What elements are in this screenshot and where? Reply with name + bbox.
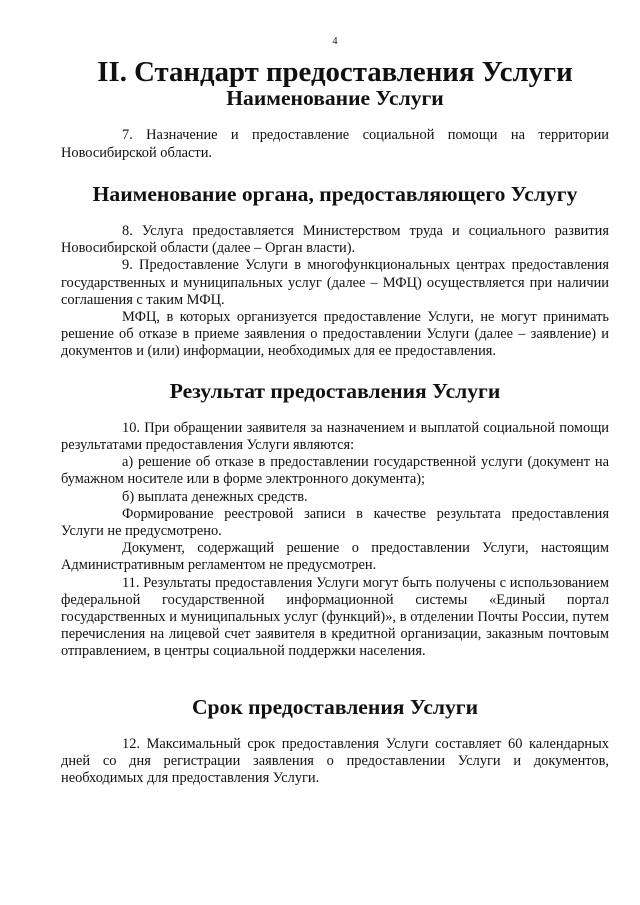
page-number: 4	[332, 36, 338, 47]
paragraph-mfc: МФЦ, в которых организуется предоставление Услуги, не могут принимать решение об отказе в приеме заявления о предоставлении Услуги (далее – заявление) и документов и (или) информации, необходимых для ее предоставления.	[61, 309, 609, 360]
paragraph-11: 11. Результаты предоставления Услуги могут быть получены с использованием федеральной государственной информационной системы «Единый портал государственных и муниципальных услуг (функций)», в отделении Почты России, путем перечисления на лицевой счет заявителя в кредитной организации, заказным почтовым отправлением, в центры социальной поддержки населения.	[61, 574, 609, 660]
paragraph-10-b: б) выплата денежных средств.	[122, 488, 308, 505]
paragraph-registry-record: Формирование реестровой записи в качестве результата предоставления Услуги не предусмотрено.	[61, 505, 609, 540]
heading-result: Результат предоставления Услуги	[169, 378, 501, 403]
paragraph-10-a: а) решение об отказе в предоставлении государственной услуги (документ на бумажном носителе или в форме электронного документа);	[61, 454, 609, 488]
section-title: II. Стандарт предоставления Услуги	[97, 56, 573, 88]
heading-authority: Наименование органа, предоставляющего Услугу	[92, 181, 578, 206]
paragraph-12: 12. Максимальный срок предоставления Услуги составляет 60 календарных дней со дня регистрации заявления о предоставлении Услуги и документов, необходимых для предоставления Услуги.	[61, 735, 609, 787]
paragraph-10: 10. При обращении заявителя за назначением и выплатой социальной помощи результатами предоставления Услуги являются:	[61, 419, 609, 454]
heading-service-name: Наименование Услуги	[226, 86, 444, 111]
document-page	[61, 36, 609, 788]
paragraph-decision-document: Документ, содержащий решение о предоставлении Услуги, настоящим Административным регламентом не предусмотрен.	[61, 540, 609, 574]
paragraph-7: 7. Назначение и предоставление социальной помощи на территории Новосибирской области.	[61, 127, 609, 161]
paragraph-8: 8. Услуга предоставляется Министерством труда и социального развития Новосибирской области (далее – Орган власти).	[61, 223, 609, 257]
heading-term: Срок предоставления Услуги	[191, 694, 479, 719]
paragraph-9: 9. Предоставление Услуги в многофункциональных центрах предоставления государственных и муниципальных услуг (далее – МФЦ) осуществляется при наличии соглашения с таким МФЦ.	[61, 257, 609, 308]
